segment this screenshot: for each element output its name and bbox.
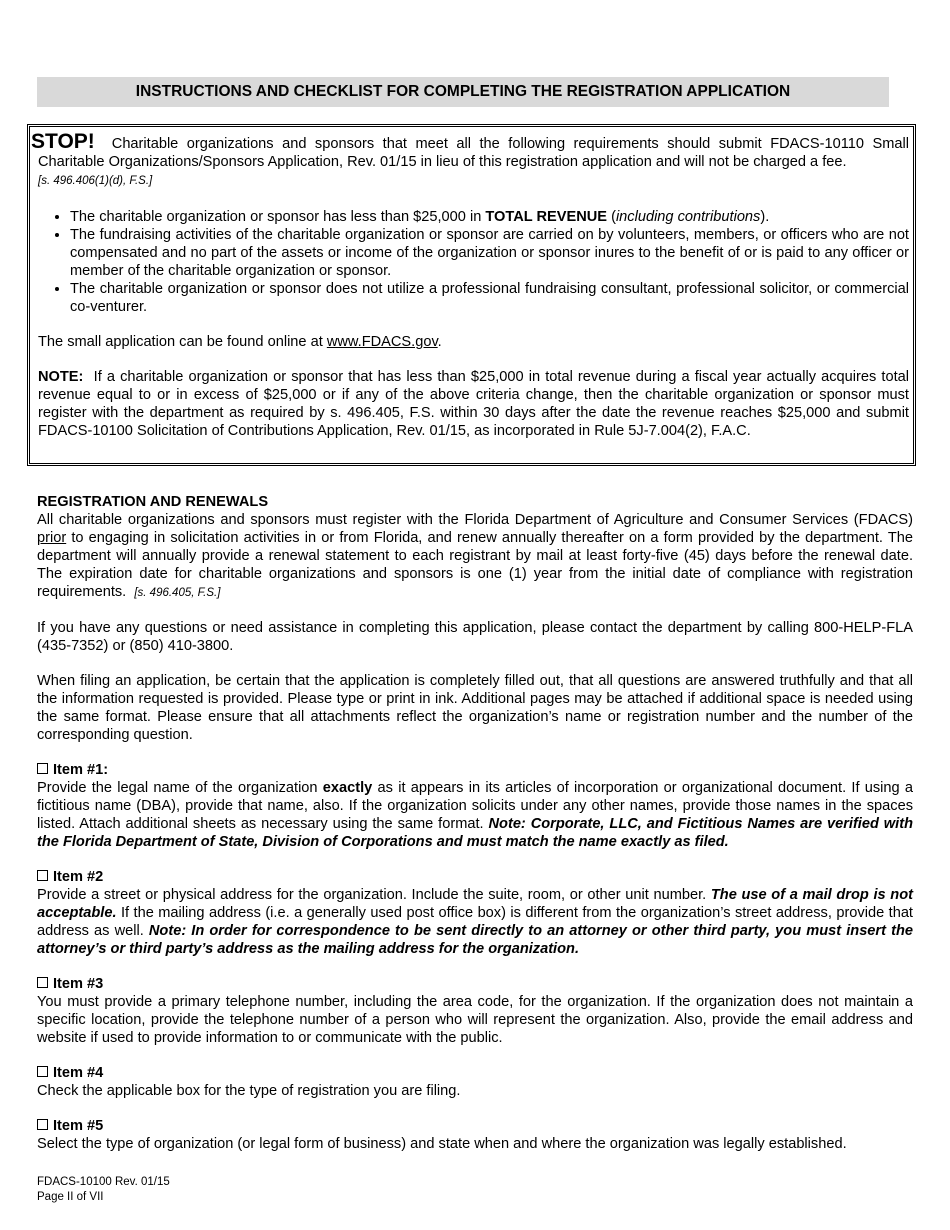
- requirement-volunteers: • The fundraising activities of the charitable organization or sponsor are carried on by volunteers, members, or officers who are not compensated and no part of the assets or income of the organization or sponsor inures to the benefit of or is paid to any officer or member of the charitable organization or sponsor.: [70, 226, 909, 280]
- checkbox-icon: [37, 763, 48, 774]
- stop-label: STOP!: [31, 130, 95, 153]
- checkbox-icon: [37, 977, 48, 988]
- requirement-no-professionals: • The charitable organization or sponsor does not utilize a professional fundraising consultant, professional solicitor, or commercial co-venturer.: [70, 280, 909, 316]
- online-application-line: The small application can be found online at www.FDACS.gov.: [38, 334, 442, 350]
- item-2-heading: Item #2: [37, 868, 913, 886]
- item-4-text: Check the applicable box for the type of registration you are filing.: [37, 1083, 461, 1099]
- fdacs-link[interactable]: www.FDACS.gov: [326, 334, 438, 350]
- registration-paragraph: All charitable organizations and sponsors must register with the Florida Department of Agriculture and Consumer Services (FDACS) prior to engaging in solicitation activities in or from Florida, and renew annually thereafter on a form provided by the department. The department will annually provide a renewal statement to each registrant by mail at least forty-five (45) days before the renewal date. The expiration date for charitable organizations and sponsors is one (1) year from the initial date of compliance with registration requirements. [s. 496.405, F.S.]: [37, 512, 913, 600]
- registration-heading: REGISTRATION AND RENEWALS: [37, 494, 269, 510]
- stop-intro-text: Charitable organizations and sponsors that meet all the following requirements should submit FDACS-10110 Small Charitable Organizations/Sponsors Application, Rev. 01/15 in lieu of this registration application and will not be charged a fee.: [38, 136, 909, 170]
- page-number: Page II of VII: [37, 1191, 104, 1203]
- item-5-text: Select the type of organization (or legal form of business) and state when and where the organization was legally established.: [37, 1136, 847, 1152]
- item-3-heading: Item #3: [37, 975, 913, 993]
- page-title: INSTRUCTIONS AND CHECKLIST FOR COMPLETING THE REGISTRATION APPLICATION: [37, 77, 889, 107]
- instructions-body: [37, 493, 913, 1153]
- page-footer: [37, 1175, 170, 1205]
- requirements-list: [38, 208, 909, 316]
- item-2-text: Provide a street or physical address for the organization. Include the suite, room, or other unit number. The use of a mail drop is not acceptable. If the mailing address (i.e. a generally used post office box) is different from the organization’s street address, provide that address as well. Note: In order for correspondence to be sent directly to an attorney or other third party, you must insert the attorney’s or third party’s address as the mailing address for the organization.: [37, 887, 913, 957]
- checkbox-icon: [37, 1119, 48, 1130]
- checkbox-icon: [37, 1066, 48, 1077]
- stop-note: NOTE: If a charitable organization or sponsor that has less than $25,000 in total revenue during a fiscal year actually acquires total revenue equal to or in excess of $25,000 or if any of the above criteria change, then the charitable organization or sponsor must register with the department as required by s. 496.405, F.S. within 30 days after the date the revenue reaches $25,000 and submit FDACS-10100 Solicitation of Contributions Application, Rev. 01/15, as incorporated in Rule 5J-7.004(2), F.A.C.: [38, 369, 910, 439]
- filing-paragraph: When filing an application, be certain that the application is completely filled out, that all questions are answered truthfully and that all the information requested is provided. Please type or print in ink. Additional pages may be attached if additional space is needed using the same format. Please ensure that all attachments reflect the organization’s name or registration number and the number of the corresponding question.: [37, 673, 913, 743]
- checkbox-icon: [37, 870, 48, 881]
- stop-intro-citation: [s. 496.406(1)(d), F.S.]: [38, 175, 153, 187]
- stop-notice-box: [27, 124, 916, 466]
- note-label: NOTE:: [38, 369, 84, 385]
- item-3-text: You must provide a primary telephone number, including the area code, for the organization. If the organization does not maintain a specific location, provide the telephone number of a person who will represent the organization. Also, provide the email address and website if used to provide information to or communicate with the public.: [37, 994, 913, 1046]
- requirement-revenue: • The charitable organization or sponsor has less than $25,000 in TOTAL REVENUE (including contributions).: [70, 208, 909, 226]
- item-1-text: Provide the legal name of the organization exactly as it appears in its articles of incorporation or organizational document. If using a fictitious name (DBA), provide that name, also. If the organization solicits under any other names, provide those names in the spaces listed. Attach additional sheets as necessary using the same format. Note: Corporate, LLC, and Fictitious Names are verified with the Florida Department of State, Division of Corporations and must match the name exactly as filed.: [37, 780, 913, 850]
- form-id: FDACS-10100 Rev. 01/15: [37, 1176, 170, 1188]
- item-5-heading: Item #5: [37, 1117, 913, 1135]
- registration-citation: [s. 496.405, F.S.]: [134, 587, 221, 599]
- item-1-heading: Item #1:: [37, 761, 913, 779]
- item-4-heading: Item #4: [37, 1064, 913, 1082]
- stop-intro: [31, 130, 909, 171]
- contact-paragraph: If you have any questions or need assistance in completing this application, please contact the department by calling 800-HELP-FLA (435-7352) or (850) 410-3800.: [37, 620, 913, 654]
